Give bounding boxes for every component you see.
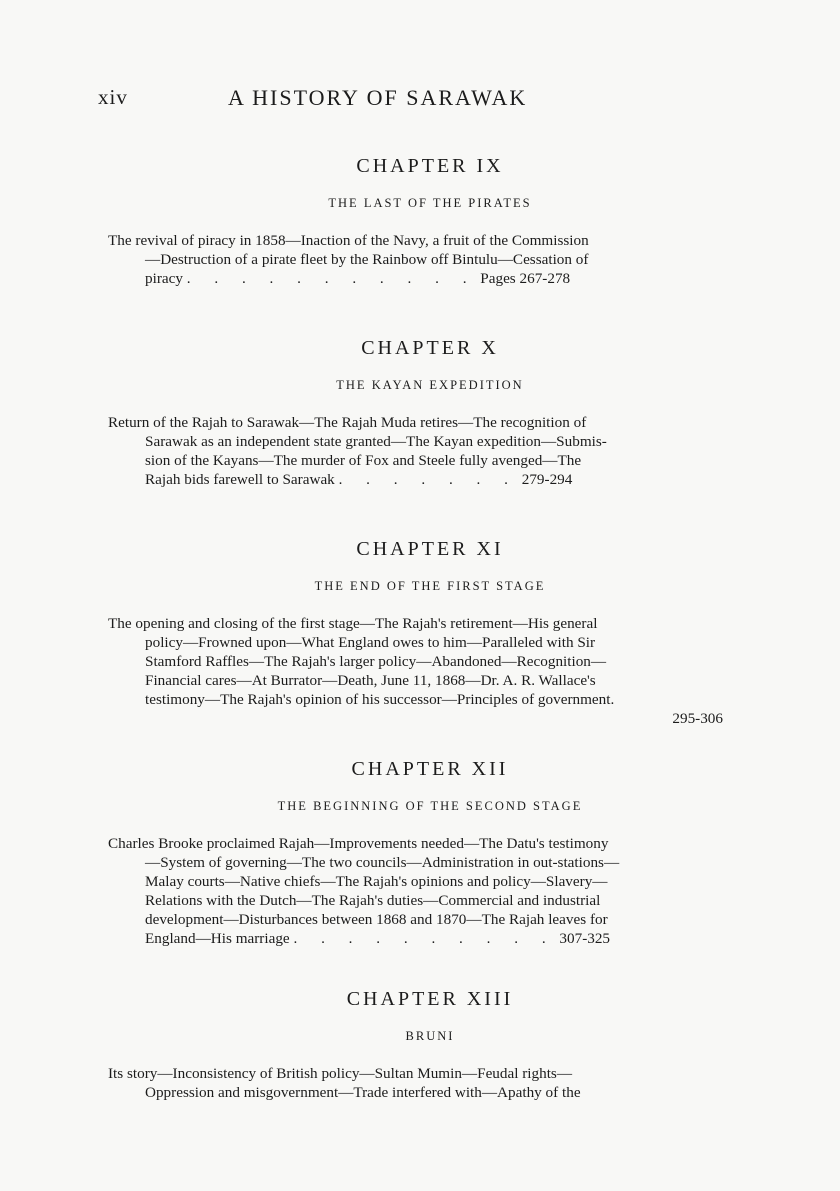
summary-line: The opening and closing of the first stage—The Rajah's retirement—His general: [108, 615, 598, 632]
chapter-xii: [0, 758, 840, 948]
dot-leader: . . . . . . . . . . .: [186, 270, 477, 287]
chapter-title: THE LAST OF THE PIRATES: [328, 196, 532, 210]
chapter-number: CHAPTER XII: [351, 758, 509, 780]
chapter-summary: [108, 1064, 723, 1102]
chapter-title: THE END OF THE FIRST STAGE: [314, 579, 546, 593]
summary-last-line: [145, 470, 723, 489]
page-range: 295-306: [672, 710, 723, 727]
summary-last-line: [145, 269, 723, 288]
summary-line: policy—Frowned upon—What England owes to him—Paralleled with Sir: [145, 634, 596, 651]
chapter-number: CHAPTER IX: [356, 155, 504, 177]
summary-line: Charles Brooke proclaimed Rajah—Improvements needed—The Datu's testimony: [108, 835, 609, 852]
chapter-summary: [108, 413, 723, 489]
summary-line: Oppression and misgovernment—Trade interfered with—Apathy of the: [145, 1084, 581, 1101]
summary-line: Sarawak as an independent state granted—The Kayan expedition—Submis-: [145, 433, 607, 450]
chapter-summary: [108, 231, 723, 288]
chapter-number: CHAPTER XIII: [346, 988, 514, 1010]
chapter-xiii: [0, 988, 840, 1102]
summary-line-end: Rajah bids farewell to Sarawak: [145, 471, 335, 488]
summary-line: sion of the Kayans—The murder of Fox and Steele fully avenged—The: [145, 452, 582, 469]
summary-line: The revival of piracy in 1858—Inaction of the Navy, a fruit of the Commission: [108, 232, 589, 249]
chapter-xi: [0, 538, 840, 728]
book-title: A HISTORY OF SARAWAK: [228, 85, 528, 110]
summary-line: Financial cares—At Burrator—Death, June 11, 1868—Dr. A. R. Wallace's: [145, 672, 596, 689]
dot-leader: . . . . . . . . . .: [293, 930, 556, 947]
summary-line: Stamford Raffles—The Rajah's larger policy—Abandoned—Recognition—: [145, 653, 607, 670]
chapter-title: BRUNI: [405, 1029, 455, 1043]
summary-line: development—Disturbances between 1868 and 1870—The Rajah leaves for: [145, 911, 608, 928]
summary-last-line: [145, 929, 723, 948]
page-range: Pages 267-278: [480, 270, 571, 287]
chapter-ix: [0, 155, 840, 288]
page-folio: xiv: [98, 85, 128, 109]
page-range: 279-294: [521, 471, 573, 488]
page-range: 307-325: [559, 930, 611, 947]
summary-line: Return of the Rajah to Sarawak—The Rajah Muda retires—The recognition of: [108, 414, 587, 431]
summary-line: Malay courts—Native chiefs—The Rajah's opinions and policy—Slavery—: [145, 873, 608, 890]
chapter-summary: [108, 834, 723, 948]
summary-line: Its story—Inconsistency of British policy—Sultan Mumin—Feudal rights—: [108, 1065, 573, 1082]
summary-line-end: piracy: [145, 270, 183, 287]
dot-leader: . . . . . . .: [338, 471, 518, 488]
chapter-number: CHAPTER X: [361, 337, 499, 359]
chapter-title: THE BEGINNING OF THE SECOND STAGE: [277, 799, 583, 813]
summary-line: Relations with the Dutch—The Rajah's duties—Commercial and industrial: [145, 892, 601, 909]
running-head: [98, 85, 738, 115]
summary-line-end: England—His marriage: [145, 930, 290, 947]
summary-line: —System of governing—The two councils—Administration in out-stations—: [145, 854, 620, 871]
summary-line: —Destruction of a pirate fleet by the Rainbow off Bintulu—Cessation of: [145, 251, 589, 268]
chapter-title: THE KAYAN EXPEDITION: [336, 378, 524, 392]
chapter-number: CHAPTER XI: [356, 538, 504, 560]
chapter-summary: [108, 614, 723, 728]
summary-line: testimony—The Rajah's opinion of his successor—Principles of government.: [145, 691, 615, 708]
chapter-x: [0, 337, 840, 489]
